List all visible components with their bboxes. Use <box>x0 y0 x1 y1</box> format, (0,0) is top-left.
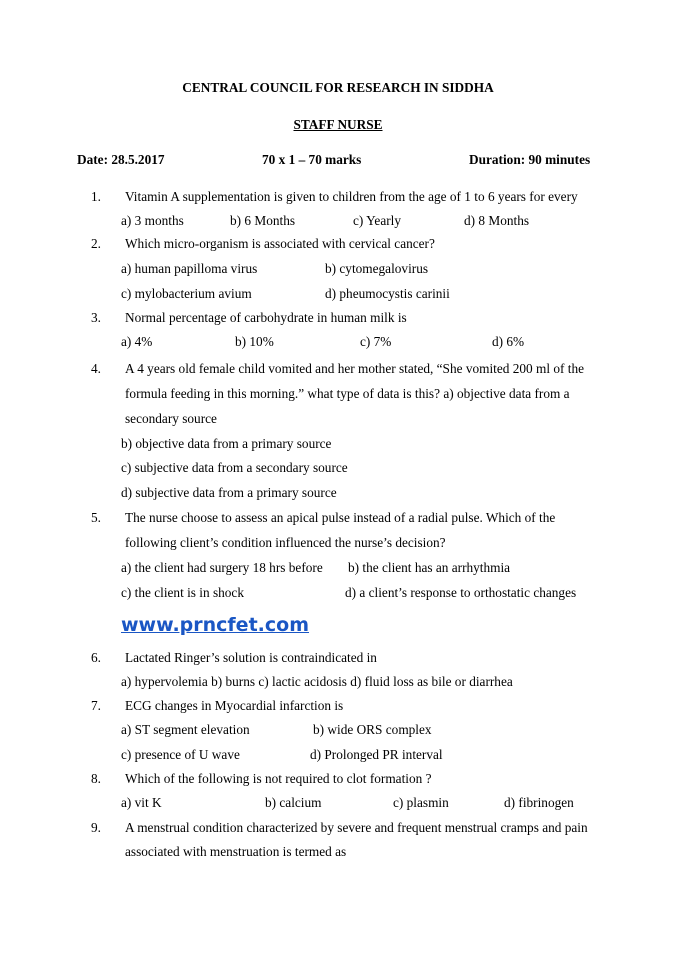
option-a: a) vit K <box>121 795 162 810</box>
watermark-link[interactable]: www.prncfet.com <box>121 614 309 636</box>
question-text-line2: following client’s condition influenced the nurse’s decision? <box>125 535 446 550</box>
question-text-line2: formula feeding in this morning.” what type of data is this? a) objective data from a <box>125 386 570 401</box>
question-text: Vitamin A supplementation is given to children from the age of 1 to 6 years for every <box>125 189 578 204</box>
option-a: a) the client had surgery 18 hrs before <box>121 560 323 575</box>
option-b: b) wide ORS complex <box>313 722 432 737</box>
option-d: d) fibrinogen <box>504 795 574 810</box>
option-b: b) 6 Months <box>230 213 296 228</box>
question-number: 3. <box>91 310 101 325</box>
question-number: 2. <box>91 236 101 251</box>
question-text: Which micro-organism is associated with cervical cancer? <box>125 236 435 251</box>
question-text: ECG changes in Myocardial infarction is <box>125 698 344 713</box>
option-d: d) Prolonged PR interval <box>310 747 443 762</box>
option-c: c) subjective data from a secondary source <box>121 460 348 475</box>
question-number: 7. <box>91 698 101 713</box>
option-c: c) plasmin <box>393 795 449 810</box>
option-d: d) pheumocystis carinii <box>325 286 450 301</box>
question-text: Normal percentage of carbohydrate in human milk is <box>125 310 407 325</box>
question-text-line1: A menstrual condition characterized by severe and frequent menstrual cramps and pain <box>125 820 588 835</box>
option-b: b) objective data from a primary source <box>121 436 332 451</box>
question-number: 6. <box>91 650 101 665</box>
option-a: a) 4% <box>121 334 153 349</box>
document-title: CENTRAL COUNCIL FOR RESEARCH IN SIDDHA <box>182 80 494 95</box>
question-number: 5. <box>91 510 101 525</box>
question-text-line2: associated with menstruation is termed as <box>125 844 347 859</box>
option-a: a) human papilloma virus <box>121 261 258 276</box>
option-c: c) presence of U wave <box>121 747 240 762</box>
option-c: c) 7% <box>360 334 392 349</box>
option-c: c) Yearly <box>353 213 402 228</box>
exam-duration: Duration: 90 minutes <box>469 152 591 167</box>
option-a: a) 3 months <box>121 213 184 228</box>
option-c: c) mylobacterium avium <box>121 286 252 301</box>
option-b: b) calcium <box>265 795 322 810</box>
option-c: c) the client is in shock <box>121 585 244 600</box>
question-number: 1. <box>91 189 101 204</box>
option-d: d) subjective data from a primary source <box>121 485 337 500</box>
question-number: 4. <box>91 361 101 376</box>
exam-date: Date: 28.5.2017 <box>77 152 165 167</box>
option-b: b) the client has an arrhythmia <box>348 560 511 575</box>
option-d: d) 6% <box>492 334 525 349</box>
question-text-line1: The nurse choose to assess an apical pulse instead of a radial pulse. Which of the <box>125 510 556 525</box>
question-text: Lactated Ringer’s solution is contraindicated in <box>125 650 377 665</box>
option-a: a) ST segment elevation <box>121 722 250 737</box>
option-d: d) 8 Months <box>464 213 530 228</box>
options-inline: a) hypervolemia b) burns c) lactic acidosis d) fluid loss as bile or diarrhea <box>121 674 513 689</box>
question-text: Which of the following is not required to clot formation ? <box>125 771 432 786</box>
question-text-line1: A 4 years old female child vomited and her mother stated, “She vomited 200 ml of the <box>125 361 584 376</box>
document-subtitle: STAFF NURSE <box>293 117 383 132</box>
exam-marks: 70 x 1 – 70 marks <box>262 152 362 167</box>
question-number: 9. <box>91 820 101 835</box>
option-b: b) cytomegalovirus <box>325 261 429 276</box>
option-b: b) 10% <box>235 334 274 349</box>
option-d: d) a client’s response to orthostatic changes <box>345 585 577 600</box>
question-number: 8. <box>91 771 101 786</box>
question-text-line3: secondary source <box>125 411 217 426</box>
